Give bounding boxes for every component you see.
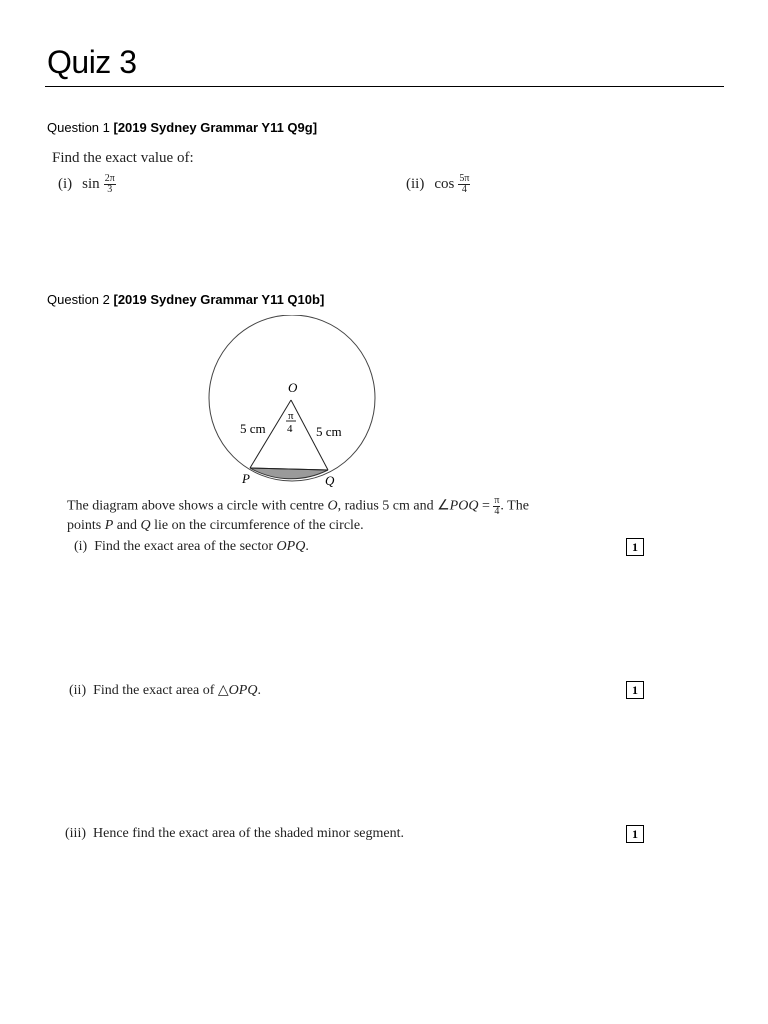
function-name: sin [82,176,100,192]
question-1-label: Question 1 [47,120,110,135]
label-side-oq: 5 cm [316,424,342,439]
variable-p: P [104,518,114,533]
angle-numerator: π [288,410,294,422]
description-text: and [113,518,141,533]
fraction-numerator: 2π [104,173,115,184]
part-label: (ii) [406,176,425,192]
marks-box-part-i: 1 [626,538,644,556]
variable-opq: OPQ [228,683,258,698]
question-2-source: [2019 Sydney Grammar Y11 Q10b] [113,292,325,307]
fraction-denominator: 4 [461,184,467,195]
description-text: The diagram above shows a circle with centre [67,498,328,514]
question-2-part-i [74,539,309,555]
question-2-part-ii [69,682,261,699]
fraction-numerator: π [494,495,500,506]
description-text: lie on the circumference of the circle. [150,518,364,533]
variable-q: Q [140,518,151,533]
marks-box-part-ii: 1 [626,681,644,699]
question-2-description [67,496,627,534]
label-centre-o: O [288,380,298,395]
fraction [104,174,116,195]
label-side-op: 5 cm [240,421,266,436]
part-text: Find the exact area of △ [93,683,229,698]
part-text: Hence find the exact area of the shaded minor segment. [93,826,404,841]
question-1-intro: Find the exact value of: [52,150,194,166]
circle-sector-diagram [200,315,390,490]
page-title: Quiz 3 [47,44,137,80]
part-label: (iii) [65,826,86,841]
variable-o: O [327,498,338,514]
variable-poq: POQ [449,498,479,514]
function-name: cos [434,176,455,192]
question-1-source: [2019 Sydney Grammar Y11 Q9g] [113,120,318,135]
description-text: points [67,518,105,533]
part-label: (ii) [69,683,87,698]
description-line-1 [67,496,627,517]
question-2-part-iii [65,826,404,842]
fraction-denominator: 3 [107,184,113,195]
description-text: . The [500,498,529,514]
label-point-p: P [242,471,250,486]
title-divider [45,86,724,87]
question-1-part-i [58,174,116,195]
circle-outline [209,315,375,481]
marks-box-part-iii: 1 [626,825,644,843]
description-text: = [478,498,494,514]
description-line-2 [67,517,627,534]
fraction-denominator: 4 [494,506,500,517]
label-point-q: Q [325,473,335,488]
fraction-numerator: 5π [459,173,470,184]
question-2-label: Question 2 [47,292,110,307]
fraction [458,174,470,195]
part-label: (i) [58,176,73,192]
question-1-part-ii [406,174,470,195]
question-2-heading [47,292,324,307]
angle-denominator: 4 [287,423,293,435]
part-text-end: . [305,539,309,554]
variable-opq: OPQ [276,539,306,554]
part-text: Find the exact area of the sector [94,539,277,554]
description-text: , radius 5 cm and ∠ [337,498,450,514]
part-label: (i) [74,539,88,554]
question-1-heading [47,120,317,135]
part-text-end: . [257,683,261,698]
